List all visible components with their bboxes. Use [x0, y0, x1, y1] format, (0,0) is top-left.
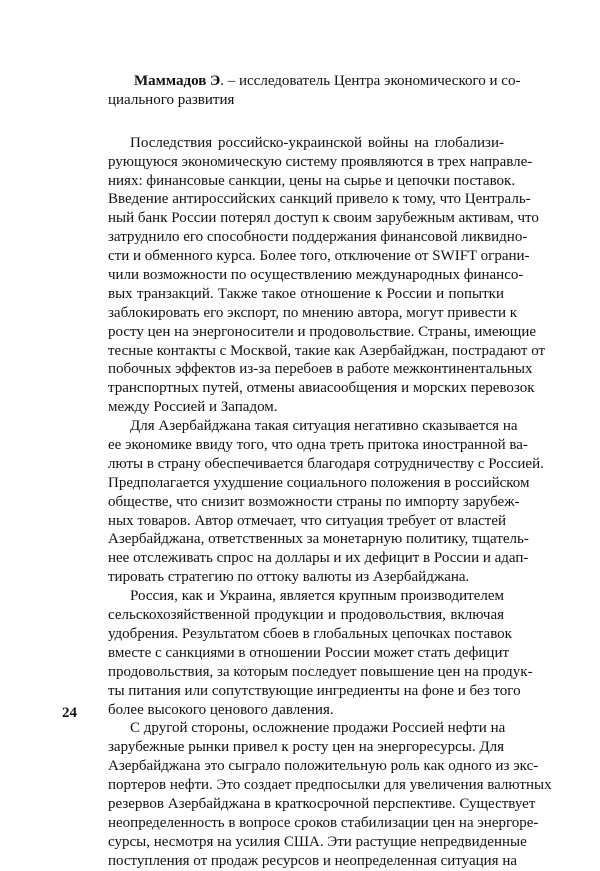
- paragraph-line: ный банк России потерял доступ к своим зарубежным активам, что: [108, 210, 539, 227]
- paragraph-line: портеров нефти. Это создает предпосылки для увеличения валютных: [108, 777, 552, 794]
- paragraph-line: вместе с санкциями в отношении России может стать дефицит: [108, 644, 510, 661]
- paragraph-line: заблокировать его экспорт, по мнению автора, могут привести к: [108, 304, 518, 321]
- author-description-1: . – исследователь Центра экономического и со-: [220, 73, 521, 89]
- paragraph-line: Азербайджана это сыграло положительную роль как одного из экс-: [108, 758, 539, 775]
- paragraph-line: неопределенность в вопросе сроков стабилизации цен на энергоре-: [108, 814, 539, 831]
- paragraph-line: чили возможности по осуществлению международных финансо-: [108, 267, 524, 284]
- author-description-2: циального развития: [108, 91, 235, 108]
- spacer: [108, 110, 504, 134]
- paragraph-line: более высокого ценового давления.: [108, 701, 334, 718]
- paragraph-line: побочных эффектов из-за перебоев в работе межконтинентальных: [108, 361, 533, 378]
- paragraph-line: транспортных путей, отмены авиасообщения и морских перевозок: [108, 380, 535, 397]
- paragraph-line: рующуюся экономическую систему проявляются в трех направле-: [108, 153, 533, 170]
- paragraph-line: резервов Азербайджана в краткосрочной перспективе. Существует: [108, 795, 536, 812]
- author-line-1: [108, 72, 521, 91]
- paragraph-line: люты в страну обеспечивается благодаря сотрудничеству с Россией.: [108, 455, 544, 472]
- paragraph-line: поступления от продаж ресурсов и неопределенная ситуация на: [108, 852, 518, 869]
- paragraph-line: тесные контакты с Москвой, такие как Азербайджан, пострадают от: [108, 342, 546, 359]
- paragraph: [108, 587, 533, 719]
- paragraph-line: ниях: финансовые санкции, цены на сырье и цепочки поставок.: [108, 172, 516, 189]
- paragraph: [108, 134, 546, 417]
- paragraph-line: продовольствия, за которым последует повышение цен на продук-: [108, 663, 533, 680]
- paragraph-line: Предполагается ухудшение социального положения в российском: [108, 474, 530, 491]
- paragraph-line: сельскохозяйственной продукции и продовольствия, включая: [108, 607, 504, 624]
- author-name: Маммадов Э: [134, 73, 221, 89]
- paragraph-line: нее отслеживать спрос на доллары и их дефицит в России и адап-: [108, 550, 529, 567]
- paragraph-line: между Россией и Западом.: [108, 399, 278, 416]
- paragraph-line: ных товаров. Автор отмечает, что ситуация требует от властей: [108, 512, 507, 529]
- paragraph-line: ты питания или сопутствующие ингредиенты на фоне и без того: [108, 682, 521, 699]
- paragraph-line: Последствия российско-украинской войны на глобализи-: [130, 134, 504, 151]
- paragraph-line: зарубежные рынки привел к росту цен на энергоресурсы. Для: [108, 739, 504, 756]
- paragraph-line: затруднило его способности поддержания финансовой ликвидно-: [108, 229, 528, 246]
- paragraph: [108, 719, 552, 870]
- paragraph-line: Для Азербайджана такая ситуация негативно сказывается на: [130, 418, 518, 435]
- paragraph-line: росту цен на энергоносители и продовольствие. Страны, имеющие: [108, 323, 537, 340]
- paragraph-line: обществе, что снизит возможности страны по импорту зарубеж-: [108, 493, 520, 510]
- paragraph-line: удобрения. Результатом сбоев в глобальных цепочках поставок: [108, 625, 512, 642]
- paragraph-line: тировать стратегию по оттоку валюты из Азербайджана.: [108, 569, 470, 586]
- paragraph-line: сурсы, несмотря на усилия США. Эти растущие непредвиденные: [108, 833, 527, 850]
- paragraph-line: ее экономике ввиду того, что одна треть притока иностранной ва-: [108, 437, 528, 454]
- paragraph-line: вых транзакций. Также такое отношение к России и попытки: [108, 285, 504, 302]
- text-column: [108, 72, 552, 871]
- author-block: [108, 72, 521, 110]
- paragraph-line: С другой стороны, осложнение продажи Россией нефти на: [130, 720, 506, 737]
- paragraph-line: Введение антироссийских санкций привело к тому, что Централь-: [108, 191, 531, 208]
- body-text: [108, 134, 552, 871]
- paragraph-line: Азербайджана, ответственных за монетарную политику, тщатель-: [108, 531, 529, 548]
- paragraph-line: Россия, как и Украина, является крупным производителем: [130, 588, 504, 605]
- paragraph-line: сти и обменного курса. Более того, отключение от SWIFT ограни-: [108, 248, 530, 265]
- page-number: 24: [62, 705, 77, 721]
- paragraph: [108, 417, 544, 587]
